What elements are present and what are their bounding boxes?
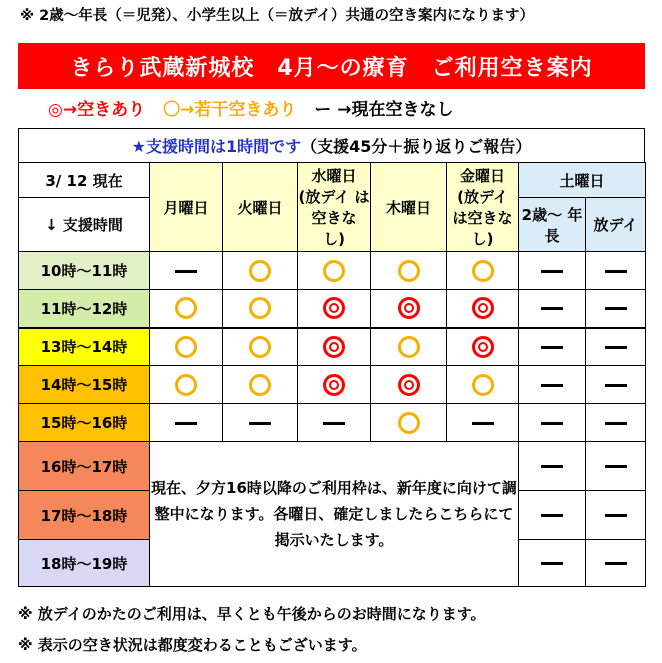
dash-icon [541,346,563,349]
availability-cell [519,442,586,491]
header-tuesday: 火曜日 [223,163,298,252]
dash-icon [605,422,627,425]
availability-cell [447,328,519,366]
dash-icon [541,270,563,273]
availability-cell [298,328,371,366]
dash-icon [249,422,271,425]
header-friday-label: 金曜日 [459,167,505,185]
time-slot-label: 11時～12時 [19,290,150,328]
table-row [19,366,646,404]
dash-icon [605,346,627,349]
circle-icon [175,374,197,396]
availability-cell [447,366,519,404]
double-circle-icon [472,336,494,358]
circle-icon [398,260,420,282]
legend [48,95,454,120]
legend-double-mark: ◎→空きあり [48,100,146,120]
double-circle-icon [323,336,345,358]
circle-icon [249,374,271,396]
dash-icon [541,307,563,310]
circle-icon [175,336,197,358]
availability-cell [150,328,223,366]
circle-icon [249,297,271,319]
dash-icon [323,422,345,425]
dash-icon [605,307,627,310]
availability-cell [298,252,371,290]
dash-icon [541,384,563,387]
legend-single-mark: 〇→若干空きあり [163,100,297,120]
availability-cell [586,404,646,442]
availability-cell [519,404,586,442]
dash-icon [605,465,627,468]
availability-cell [223,290,298,328]
availability-cell [371,404,447,442]
availability-cell [371,290,447,328]
bottom-note: ※ 放デイのかたのご利用は、早くとも午後からのお時間になります。 [18,605,486,623]
header-friday-note: (放デイ は空きな し) [452,188,513,248]
circle-icon [175,297,197,319]
time-slot-label: 13時～14時 [19,328,150,366]
circle-icon [249,336,271,358]
time-slot-label: 10時～11時 [19,252,150,290]
dash-icon [605,384,627,387]
time-slot-label: 14時～15時 [19,366,150,404]
header-wednesday-note: (放デイ は空きな し) [298,188,370,248]
dash-icon [605,562,627,565]
table-row [19,328,646,366]
availability-cell [586,491,646,540]
availability-table [18,162,646,587]
dash-icon [541,422,563,425]
dash-icon [605,270,627,273]
circle-icon [398,336,420,358]
availability-cell [586,540,646,587]
table-row [19,252,646,290]
header-monday: 月曜日 [150,163,223,252]
double-circle-icon [323,297,345,319]
availability-cell [223,366,298,404]
header-friday [447,163,519,252]
double-circle-icon [472,297,494,319]
availability-cell [298,366,371,404]
support-time-column-label: ↓ 支援時間 [19,198,150,252]
header-saturday: 土曜日 [519,163,646,198]
support-time-bar [18,128,645,162]
double-circle-icon [398,297,420,319]
header-saturday-afterschool: 放デイ [586,198,646,252]
availability-cell [371,252,447,290]
time-slot-label: 15時～16時 [19,404,150,442]
page-title: きらり武蔵新城校 4月～の療育 ご利用空き案内 [18,43,645,89]
availability-cell [150,290,223,328]
double-circle-icon [398,374,420,396]
header-wednesday [298,163,371,252]
availability-cell [586,442,646,491]
availability-cell [150,252,223,290]
availability-cell [519,540,586,587]
dash-icon [175,270,197,273]
availability-cell [371,328,447,366]
availability-cell [298,404,371,442]
availability-cell [586,252,646,290]
dash-icon [472,422,494,425]
availability-cell [447,290,519,328]
availability-cell [447,404,519,442]
availability-cell [519,290,586,328]
circle-icon [249,260,271,282]
table-row [19,290,646,328]
table-row [19,442,646,491]
evening-message: 現在、夕方16時以降のご利用枠は、新年度に向けて調整中になります。各曜日、確定しましたらこちらにて掲示いたします。 [150,442,519,587]
availability-cell [150,404,223,442]
dash-icon [541,514,563,517]
availability-cell [519,252,586,290]
circle-icon [472,374,494,396]
availability-cell [519,366,586,404]
time-slot-label: 18時～19時 [19,540,150,587]
availability-cell [223,404,298,442]
availability-cell [447,252,519,290]
circle-icon [472,260,494,282]
availability-cell [223,252,298,290]
circle-icon [323,260,345,282]
time-slot-label: 17時～18時 [19,491,150,540]
double-circle-icon [323,374,345,396]
dash-icon [541,562,563,565]
availability-cell [519,491,586,540]
availability-cell [223,328,298,366]
support-time-highlight: ★支援時間は1時間です [131,137,302,156]
availability-cell [519,328,586,366]
availability-cell [586,328,646,366]
header-saturday-preschool: 2歳～ 年長 [519,198,586,252]
bottom-note: ※ 表示の空き状況は都度変わることもございます。 [18,636,367,654]
dash-icon [175,422,197,425]
availability-cell [371,366,447,404]
dash-icon [541,465,563,468]
dash-icon [605,514,627,517]
availability-cell [150,366,223,404]
legend-none-mark: ー →現在空きなし [314,100,454,120]
header-wednesday-label: 水曜日 [311,167,357,185]
availability-cell [586,290,646,328]
circle-icon [398,412,420,434]
availability-cell [586,366,646,404]
table-row [19,404,646,442]
header-thursday: 木曜日 [371,163,447,252]
availability-cell [298,290,371,328]
support-time-detail: （支援45分＋振り返りご報告） [301,137,532,156]
as-of-date: 3/ 12 現在 [19,163,150,198]
time-slot-label: 16時～17時 [19,442,150,491]
top-note: ※ 2歳～年長（＝児発）、小学生以上（＝放デイ）共通の空き案内になります） [20,8,534,24]
